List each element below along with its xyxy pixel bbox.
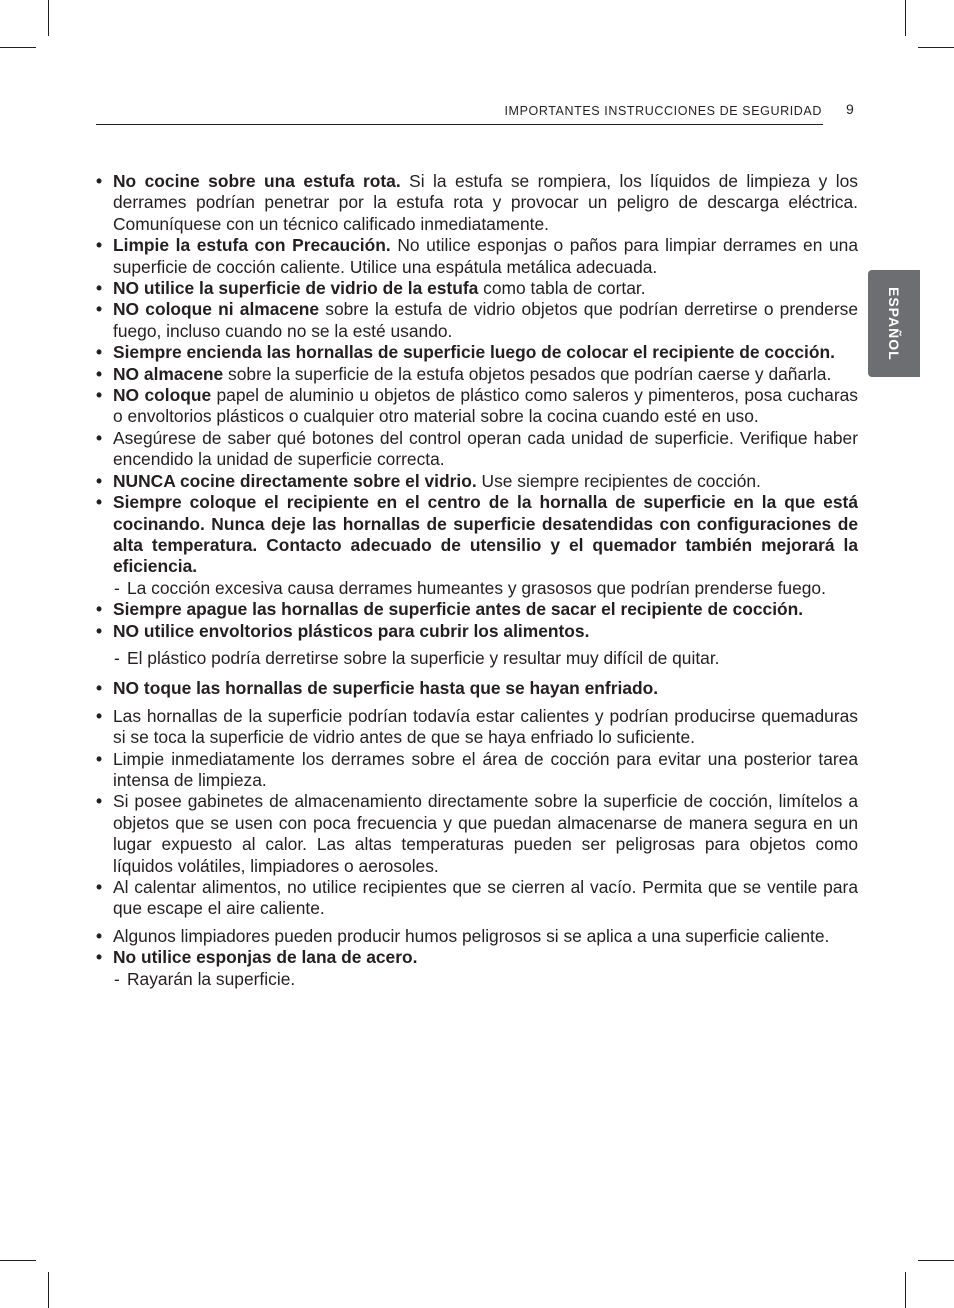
- sub-item: - La cocción excesiva causa derrames humeantes y grasosos que podrían prenderse fuego.: [114, 577, 826, 598]
- language-tab-label: ESPAÑOL: [886, 286, 902, 361]
- list-item: • Limpie inmediatamente los derrames sobre el área de cocción para evitar una posterior tarea intensa de limpieza.: [96, 749, 858, 792]
- crop-mark: [48, 1272, 49, 1308]
- list-item: • No cocine sobre una estufa rota. Si la estufa se rompiera, los líquidos de limpieza y los derrames podrían penetrar por la estufa rota y provocar un peligro de descarga eléctrica. Comuníquese con un técnico calificado inmediatamente.: [96, 171, 858, 235]
- sub-item: - Rayarán la superficie.: [114, 968, 296, 989]
- list-item: • Siempre apague las hornallas de superficie antes de sacar el recipiente de cocción.: [96, 599, 858, 620]
- list-item: • NUNCA cocine directamente sobre el vidrio. Use siempre recipientes de cocción.: [96, 471, 858, 492]
- list-item: • NO almacene sobre la superficie de la estufa objetos pesados que podrían caerse y dañarla.: [96, 364, 858, 385]
- list-item: • Si posee gabinetes de almacenamiento directamente sobre la superficie de cocción, limítelos a objetos que se usen con poca frecuencia y que puedan almacenarse de manera segura en un lugar expuesto al calor. Las altas temperaturas pueden ser peligrosas para objetos como líquidos volátiles, limpiadores o aerosoles.: [96, 791, 858, 877]
- sub-item: - El plástico podría derretirse sobre la superficie y resultar muy difícil de quitar.: [114, 647, 720, 668]
- safety-list: [96, 171, 858, 990]
- crop-mark: [918, 1260, 954, 1261]
- list-item: • Algunos limpiadores pueden producir humos peligrosos si se aplica a una superficie caliente.: [96, 926, 858, 947]
- header-divider: [96, 124, 823, 125]
- crop-mark: [905, 0, 906, 36]
- list-item: • Asegúrese de saber qué botones del control operan cada unidad de superficie. Verifique haber encendido la unidad de superficie correcta.: [96, 428, 858, 471]
- list-item: • NO coloque ni almacene sobre la estufa de vidrio objetos que podrían derretirse o prenderse fuego, incluso cuando no se la esté usando.: [96, 299, 858, 342]
- list-item: • NO utilice envoltorios plásticos para cubrir los alimentos.: [96, 621, 858, 642]
- list-item: • Siempre encienda las hornallas de superficie luego de colocar el recipiente de cocción.: [96, 342, 858, 363]
- section-header: IMPORTANTES INSTRUCCIONES DE SEGURIDAD: [504, 104, 822, 118]
- crop-mark: [918, 47, 954, 48]
- crop-mark: [0, 47, 36, 48]
- list-item: • NO toque las hornallas de superficie hasta que se hayan enfriado.: [96, 678, 858, 699]
- list-item: • Las hornallas de la superficie podrían todavía estar calientes y podrían producirse quemaduras si se toca la superficie de vidrio antes de que se haya enfriado lo suficiente.: [96, 706, 858, 749]
- crop-mark: [905, 1272, 906, 1308]
- crop-mark: [48, 0, 49, 36]
- crop-mark: [0, 1260, 36, 1261]
- list-item: • Siempre coloque el recipiente en el centro de la hornalla de superficie en la que está cocinando. Nunca deje las hornallas de superficie desatendidas con configuraciones de alta temperatura. Contacto adecuado de utensilio y el quemador también mejorará la eficiencia.: [96, 492, 858, 578]
- list-item: • Limpie la estufa con Precaución. No utilice esponjas o paños para limpiar derrames en una superficie de cocción caliente. Utilice una espátula metálica adecuada.: [96, 235, 858, 278]
- list-item: • No utilice esponjas de lana de acero.: [96, 947, 858, 968]
- page-number: 9: [846, 101, 854, 117]
- list-item: • Al calentar alimentos, no utilice recipientes que se cierren al vacío. Permita que se ventile para que escape el aire caliente.: [96, 877, 858, 920]
- language-tab: [868, 270, 920, 377]
- list-item: • NO utilice la superficie de vidrio de la estufa como tabla de cortar.: [96, 278, 858, 299]
- list-item: • NO coloque papel de aluminio u objetos de plástico como saleros y pimenteros, posa cucharas o envoltorios plásticos o cualquier otro material sobre la cocina cuando esté en uso.: [96, 385, 858, 428]
